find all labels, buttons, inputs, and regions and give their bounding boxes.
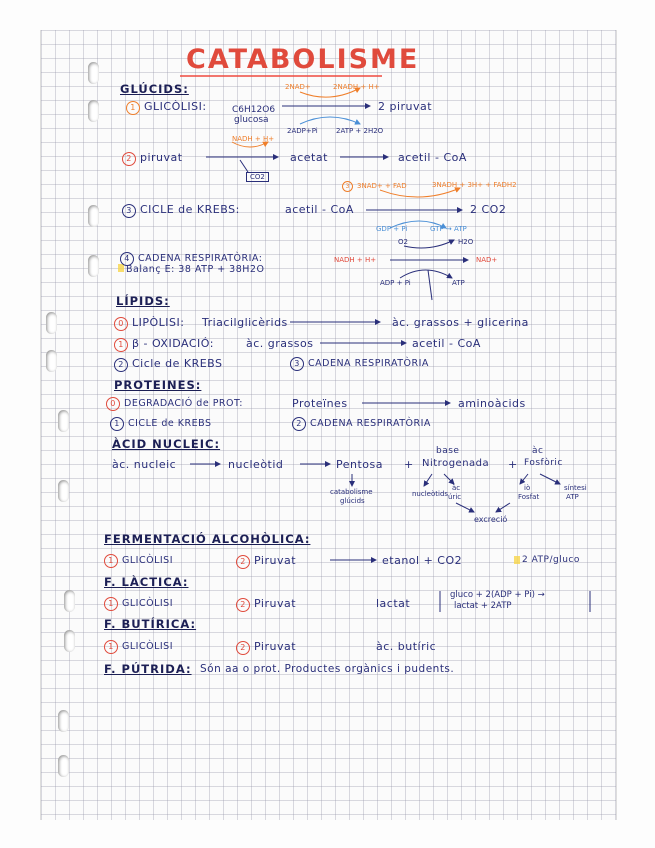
- proteins-input: Proteïnes: [292, 397, 348, 410]
- butyric-acid: àc. butíric: [376, 640, 437, 653]
- step-chain-lipids: [290, 357, 429, 371]
- nadh-in: NADH + H+: [334, 256, 377, 264]
- atp-per-glucose: 2 ATP/gluco: [522, 555, 580, 565]
- step-number-icon: 1: [110, 417, 124, 431]
- adp-in: 2ADP+Pi: [287, 127, 318, 135]
- uric-acid-1: àc: [452, 484, 461, 492]
- section-header-lipids: LÍPIDS:: [116, 294, 170, 308]
- step-chain-proteins: [292, 417, 431, 431]
- glucose-formula: C6H12O6: [232, 105, 276, 115]
- krebs-cofactor-in: [342, 181, 407, 192]
- step-number: 4: [120, 252, 134, 266]
- step-glycolysis-lactic: [104, 597, 173, 611]
- cofactor-in: 2NAD+: [285, 83, 311, 91]
- cofactor-text: 3NAD+ + FAD: [357, 182, 407, 190]
- step-number: 3: [122, 204, 136, 218]
- step-label: Piruvat: [254, 597, 297, 610]
- step-number-icon: 2: [236, 598, 250, 612]
- step-label: CICLE de KREBS:: [140, 203, 240, 216]
- step-number: 3: [342, 181, 353, 192]
- phosphoric-label-2: Fosfòric: [524, 458, 563, 468]
- step-number-icon: 1: [104, 640, 118, 654]
- step-number-icon: 2: [236, 555, 250, 569]
- lactic-equation-1: gluco + 2(ADP + Pi) →: [450, 590, 545, 600]
- step-glycolysis-alcoholic: [104, 554, 173, 568]
- putrid-description: Són aa o prot. Productes orgànics i pudents.: [200, 663, 455, 675]
- step-number-icon: 1: [114, 338, 128, 352]
- step-label: GLICÒLISI: [122, 641, 173, 652]
- step-protein-degradation: [106, 397, 243, 411]
- step-krebs-proteins: [110, 417, 212, 431]
- pyruvate-cofactor: NADH + H+: [232, 135, 275, 143]
- step-label: GLICÒLISI: [122, 598, 173, 609]
- nad-out: NAD+: [476, 256, 498, 264]
- step-label: GLICÒLISI: [122, 555, 173, 566]
- beta-ox-product: acetil - CoA: [412, 337, 481, 350]
- step-beta-oxidation: [114, 337, 214, 352]
- step-label: CADENA RESPIRATÒRIA: [310, 418, 431, 429]
- plus-sign: +: [404, 458, 414, 471]
- atp-chain: ATP: [452, 279, 465, 287]
- section-header-butyric: F. BUTÍRICA:: [104, 617, 197, 631]
- step-number-icon: 2: [236, 641, 250, 655]
- step-label: Piruvat: [254, 640, 297, 653]
- step-lipolysis: [114, 316, 184, 331]
- step-number-icon: 2: [114, 358, 128, 372]
- section-header-glucids: GLÚCIDS:: [120, 82, 189, 96]
- step-pyruvate-lactic: [236, 597, 296, 612]
- lactic-equation-2: lactat + 2ATP: [454, 601, 512, 611]
- section-header-lactic: F. LÀCTICA:: [104, 575, 189, 589]
- step-label: β - OXIDACIÓ:: [132, 337, 214, 350]
- glucose-label: glucosa: [234, 115, 269, 125]
- step-glycolysis-butyric: [104, 640, 173, 654]
- step-label: CADENA RESPIRATÒRIA:: [138, 253, 263, 264]
- step-label: CICLE de KREBS: [128, 418, 212, 429]
- nucleic-acid: àc. nucleic: [112, 458, 177, 471]
- step-number-icon: 0: [106, 397, 120, 411]
- excretion: excreció: [474, 515, 508, 524]
- section-header-proteins: PROTEINES:: [114, 378, 202, 392]
- step-label: LIPÒLISI:: [132, 316, 185, 329]
- step-krebs: [122, 203, 240, 218]
- triglycerides: Triacilglicèrids: [202, 316, 288, 329]
- step-number-icon: 1: [104, 554, 118, 568]
- step-pyruvate-alcoholic: [236, 554, 296, 569]
- o2-in: O2: [398, 238, 408, 246]
- step-number-icon: 2: [292, 417, 306, 431]
- step-number: 2: [122, 152, 136, 166]
- step-pyruvate-butyric: [236, 640, 296, 655]
- step-label: CADENA RESPIRATÒRIA: [308, 358, 429, 369]
- glucid-catabolism-2: glúcids: [340, 497, 365, 505]
- ethanol-co2: etanol + CO2: [382, 554, 463, 567]
- step-label: DEGRADACIÓ de PROT:: [124, 398, 243, 409]
- atp-synthesis-2: ATP: [566, 493, 579, 501]
- adp-chain: ADP + Pi: [380, 279, 411, 287]
- gtp-out: GTP → ATP: [430, 225, 467, 233]
- gdp-in: GDP + Pi: [376, 225, 408, 233]
- lactate: lactat: [376, 597, 411, 610]
- step-label: piruvat: [140, 151, 183, 164]
- section-header-alcoholic: FERMENTACIÓ ALCOHÒLICA:: [104, 532, 311, 546]
- energy-balance: Balanç E: 38 ATP + 38H2O: [126, 264, 265, 275]
- krebs-cofactor-out: 3NADH + 3H+ + FADH2: [432, 181, 517, 189]
- atp-synthesis-1: síntesi: [564, 484, 587, 492]
- glucid-catabolism-1: catabolisme: [330, 488, 373, 496]
- phosphate-ion-2: Fosfat: [518, 493, 540, 501]
- step-label: Piruvat: [254, 554, 297, 567]
- amino-acids: aminoàcids: [458, 397, 526, 410]
- krebs-input: acetil - CoA: [285, 203, 354, 216]
- nitrogenous-label: Nitrogenada: [422, 458, 490, 469]
- phosphoric-label-1: àc: [532, 446, 544, 456]
- phosphate-ion-1: iò: [524, 484, 531, 492]
- step-pyruvate: [122, 151, 183, 166]
- lipolysis-products: àc. grassos + glicerina: [392, 316, 529, 329]
- glycolysis-product: 2 piruvat: [378, 100, 433, 113]
- step-number: 1: [126, 101, 140, 115]
- step-number: 3: [290, 357, 304, 371]
- step-number-icon: 1: [104, 597, 118, 611]
- plus-sign: +: [508, 458, 518, 471]
- page-title: CATABOLISME: [186, 44, 420, 75]
- step-number-icon: 0: [114, 317, 128, 331]
- step-glycolysis: [126, 100, 207, 115]
- cofactor-out: 2NADH + H+: [333, 83, 380, 91]
- nucleotides-product: nucleòtids: [412, 490, 449, 498]
- uric-acid-2: úric: [448, 493, 462, 501]
- base-label: base: [436, 446, 460, 456]
- acetate: acetat: [290, 151, 328, 164]
- step-krebs-lipids: [114, 357, 223, 372]
- co2-box: CO2: [246, 172, 269, 182]
- nucleotide: nucleòtid: [228, 458, 284, 471]
- pentose: Pentosa: [336, 458, 383, 471]
- step-label: Cicle de KREBS: [132, 357, 223, 370]
- atp-out: 2ATP + 2H2O: [336, 127, 384, 135]
- section-header-nucleic: ÀCID NUCLEIC:: [112, 437, 221, 451]
- step-label: GLICÒLISI:: [144, 100, 207, 113]
- fatty-acids: àc. grassos: [246, 337, 314, 350]
- acetyl-coa: acetil - CoA: [398, 151, 467, 164]
- h2o-out: H2O: [458, 238, 474, 246]
- section-header-putrid: F. PÚTRIDA:: [104, 662, 192, 676]
- krebs-output: 2 CO2: [470, 203, 507, 216]
